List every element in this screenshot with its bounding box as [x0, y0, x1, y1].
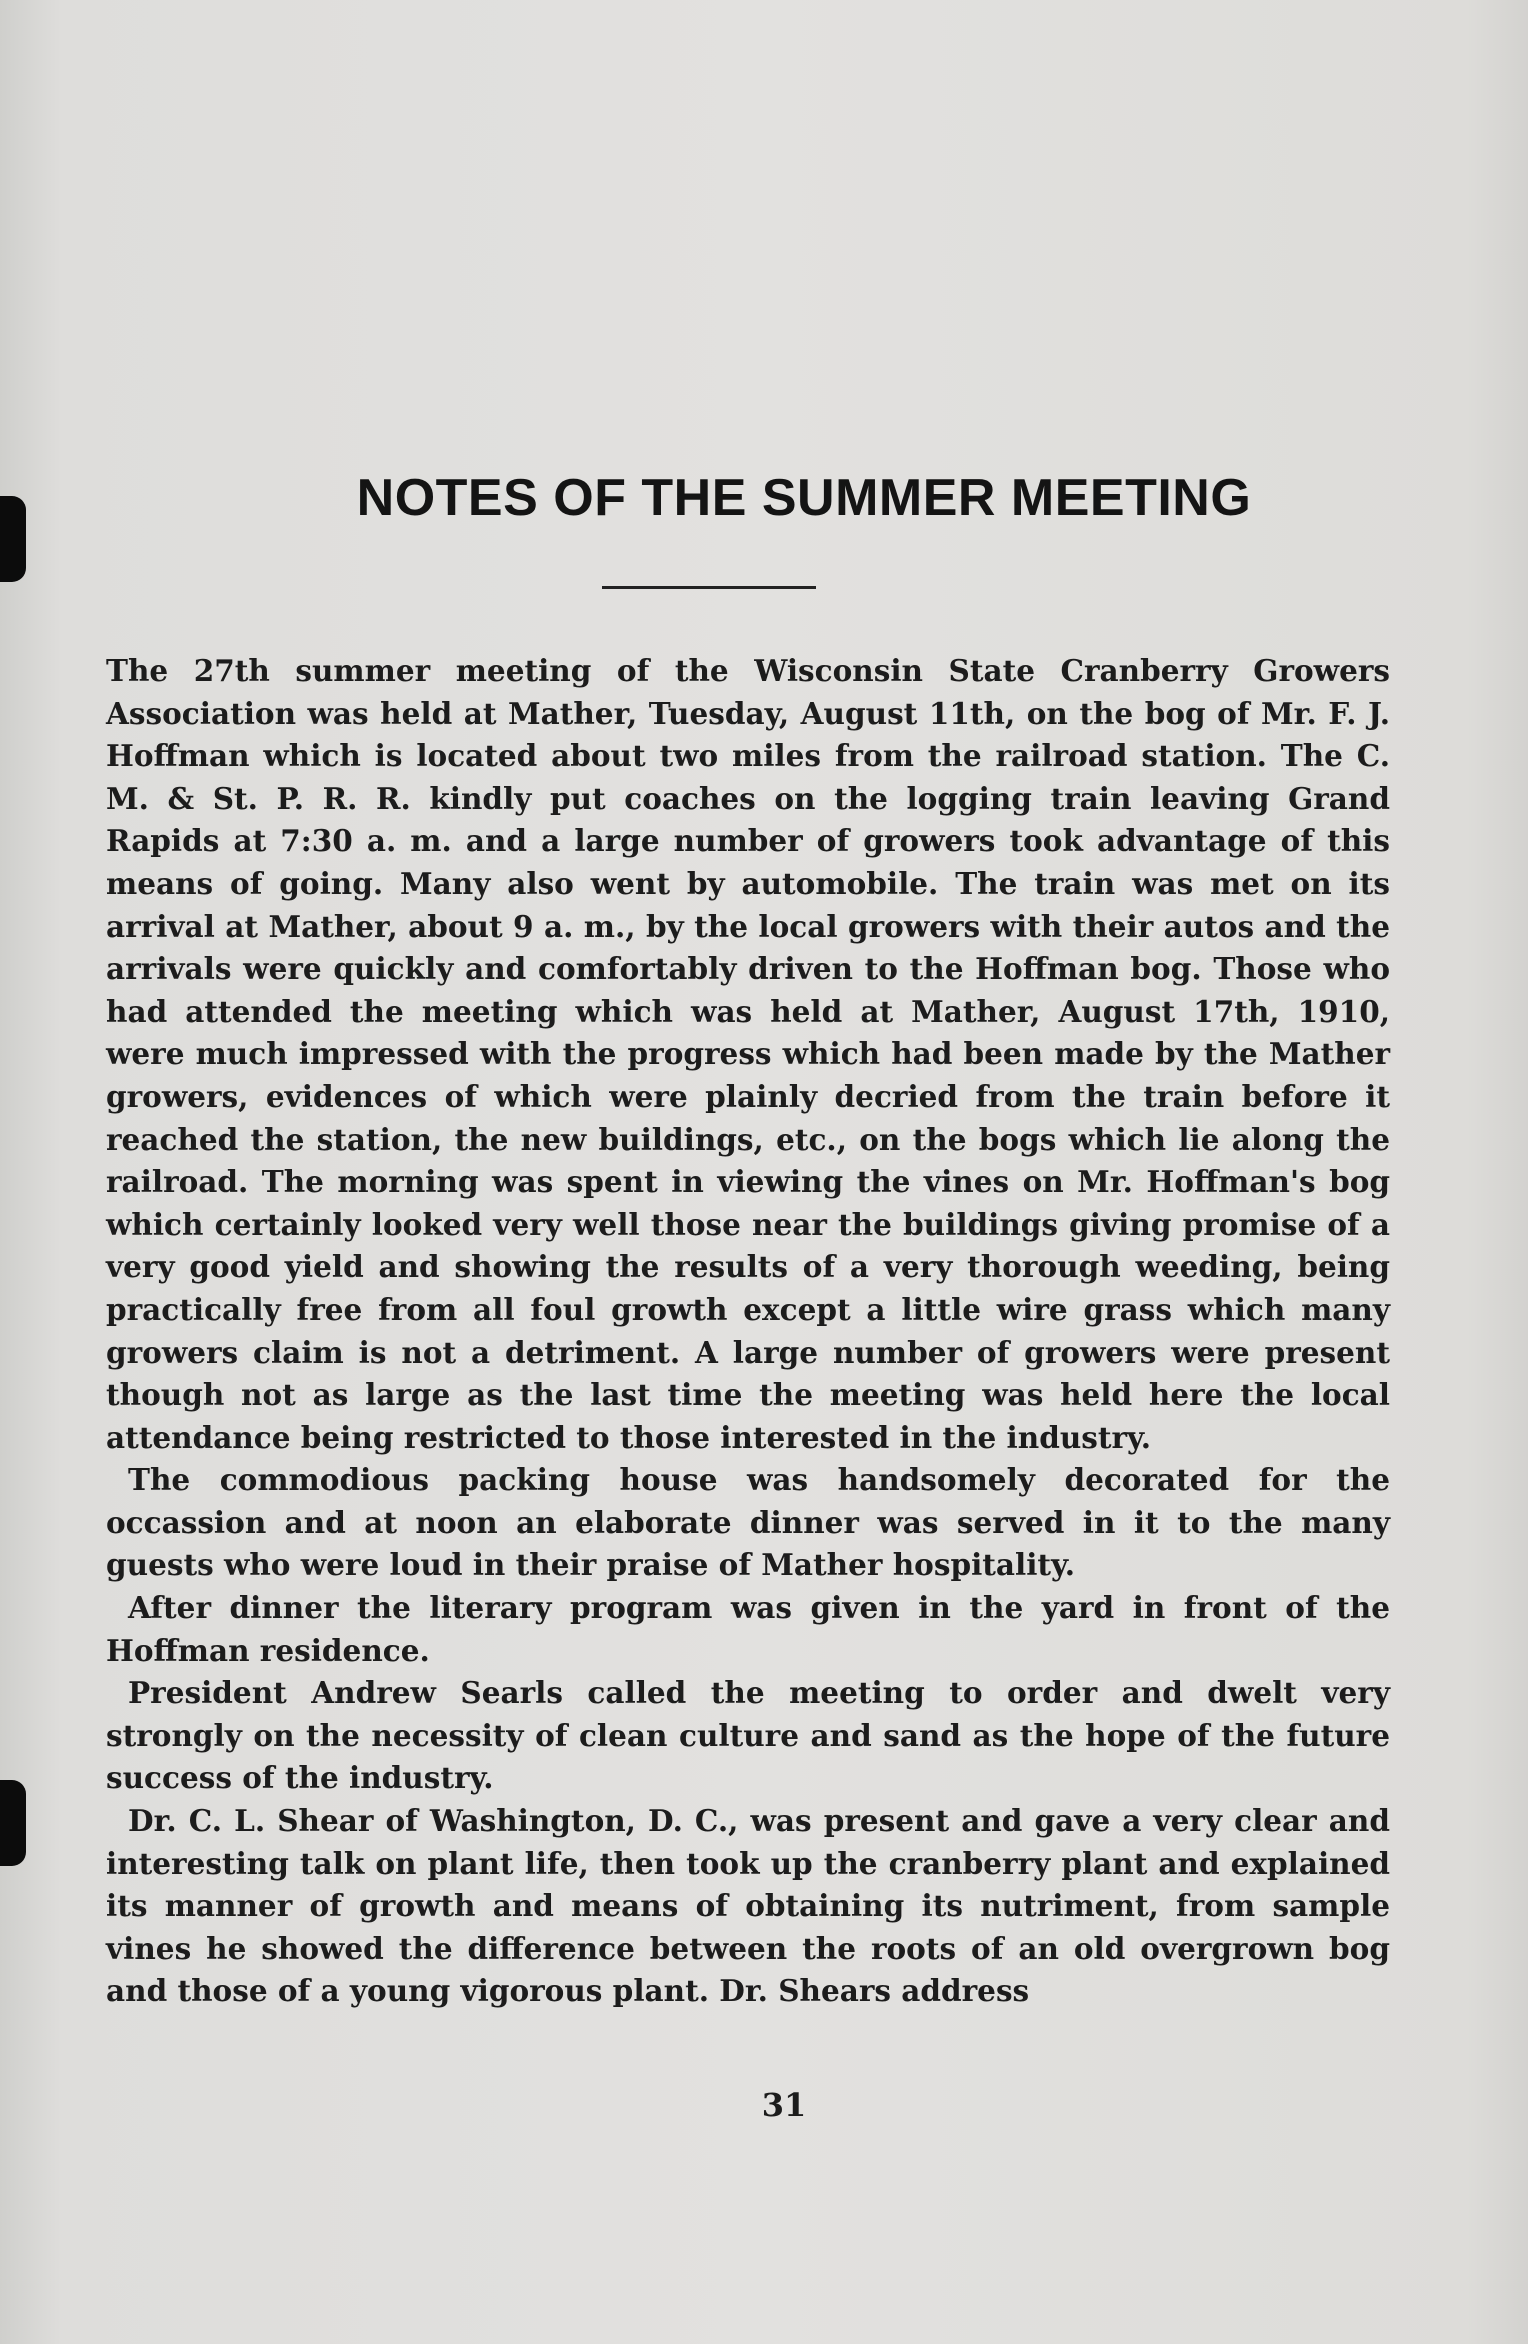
paragraph: Dr. C. L. Shear of Washington, D. C., was present and gave a very clear and interesting talk on plant life, then took up the cranberry plant and explained its manner of growth and means of obtaining its nutriment, from sample vines he showed the difference between the roots of an old overgrown bog and those of a young vigorous plant. Dr. Shears address	[106, 1803, 1390, 2009]
paragraph: After dinner the literary program was given in the yard in front of the Hoffman residence.	[106, 1590, 1390, 1668]
title-divider	[602, 586, 816, 589]
binding-hole-mark	[0, 1780, 26, 1866]
page-title: NOTES OF THE SUMMER MEETING	[356, 469, 1252, 527]
paragraph: The commodious packing house was handsomely decorated for the occassion and at noon an elaborate dinner was served in it to the many guests who were loud in their praise of Mather hospitality.	[106, 1462, 1390, 1583]
paragraph: The 27th summer meeting of the Wisconsin State Cranberry Growers Association was held at Mather, Tuesday, August 11th, on the bog of Mr. F. J. Hoffman which is located about two miles from the railroad station. The C. M. & St. P. R. R. kindly put coaches on the logging train leaving Grand Rapids at 7:30 a. m. and a large number of growers took advantage of this means of going. Many also went by automobile. The train was met on its arrival at Mather, about 9 a. m., by the local growers with their autos and the arrivals were quickly and comfortably driven to the Hoffman bog. Those who had attended the meeting which was held at Mather, August 17th, 1910, were much impressed with the progress which had been made by the Mather growers, evidences of which were plainly decried from the train before it reached the station, the new buildings, etc., on the bogs which lie along the railroad. The morning was spent in viewing the vines on Mr. Hoffman's bog which certainly looked very well those near the buildings giving promise of a very good yield and showing the results of a very thorough weeding, being practically free from all foul growth except a little wire grass which many growers claim is not a detriment. A large number of growers were present though not as large as the last time the meeting was held here the local attendance being restricted to those interested in the industry.	[106, 653, 1390, 1455]
page-number: 31	[761, 2086, 807, 2124]
article-body	[106, 650, 1390, 2013]
paragraph: President Andrew Searls called the meeting to order and dwelt very strongly on the necessity of clean culture and sand as the hope of the future success of the industry.	[106, 1675, 1390, 1796]
